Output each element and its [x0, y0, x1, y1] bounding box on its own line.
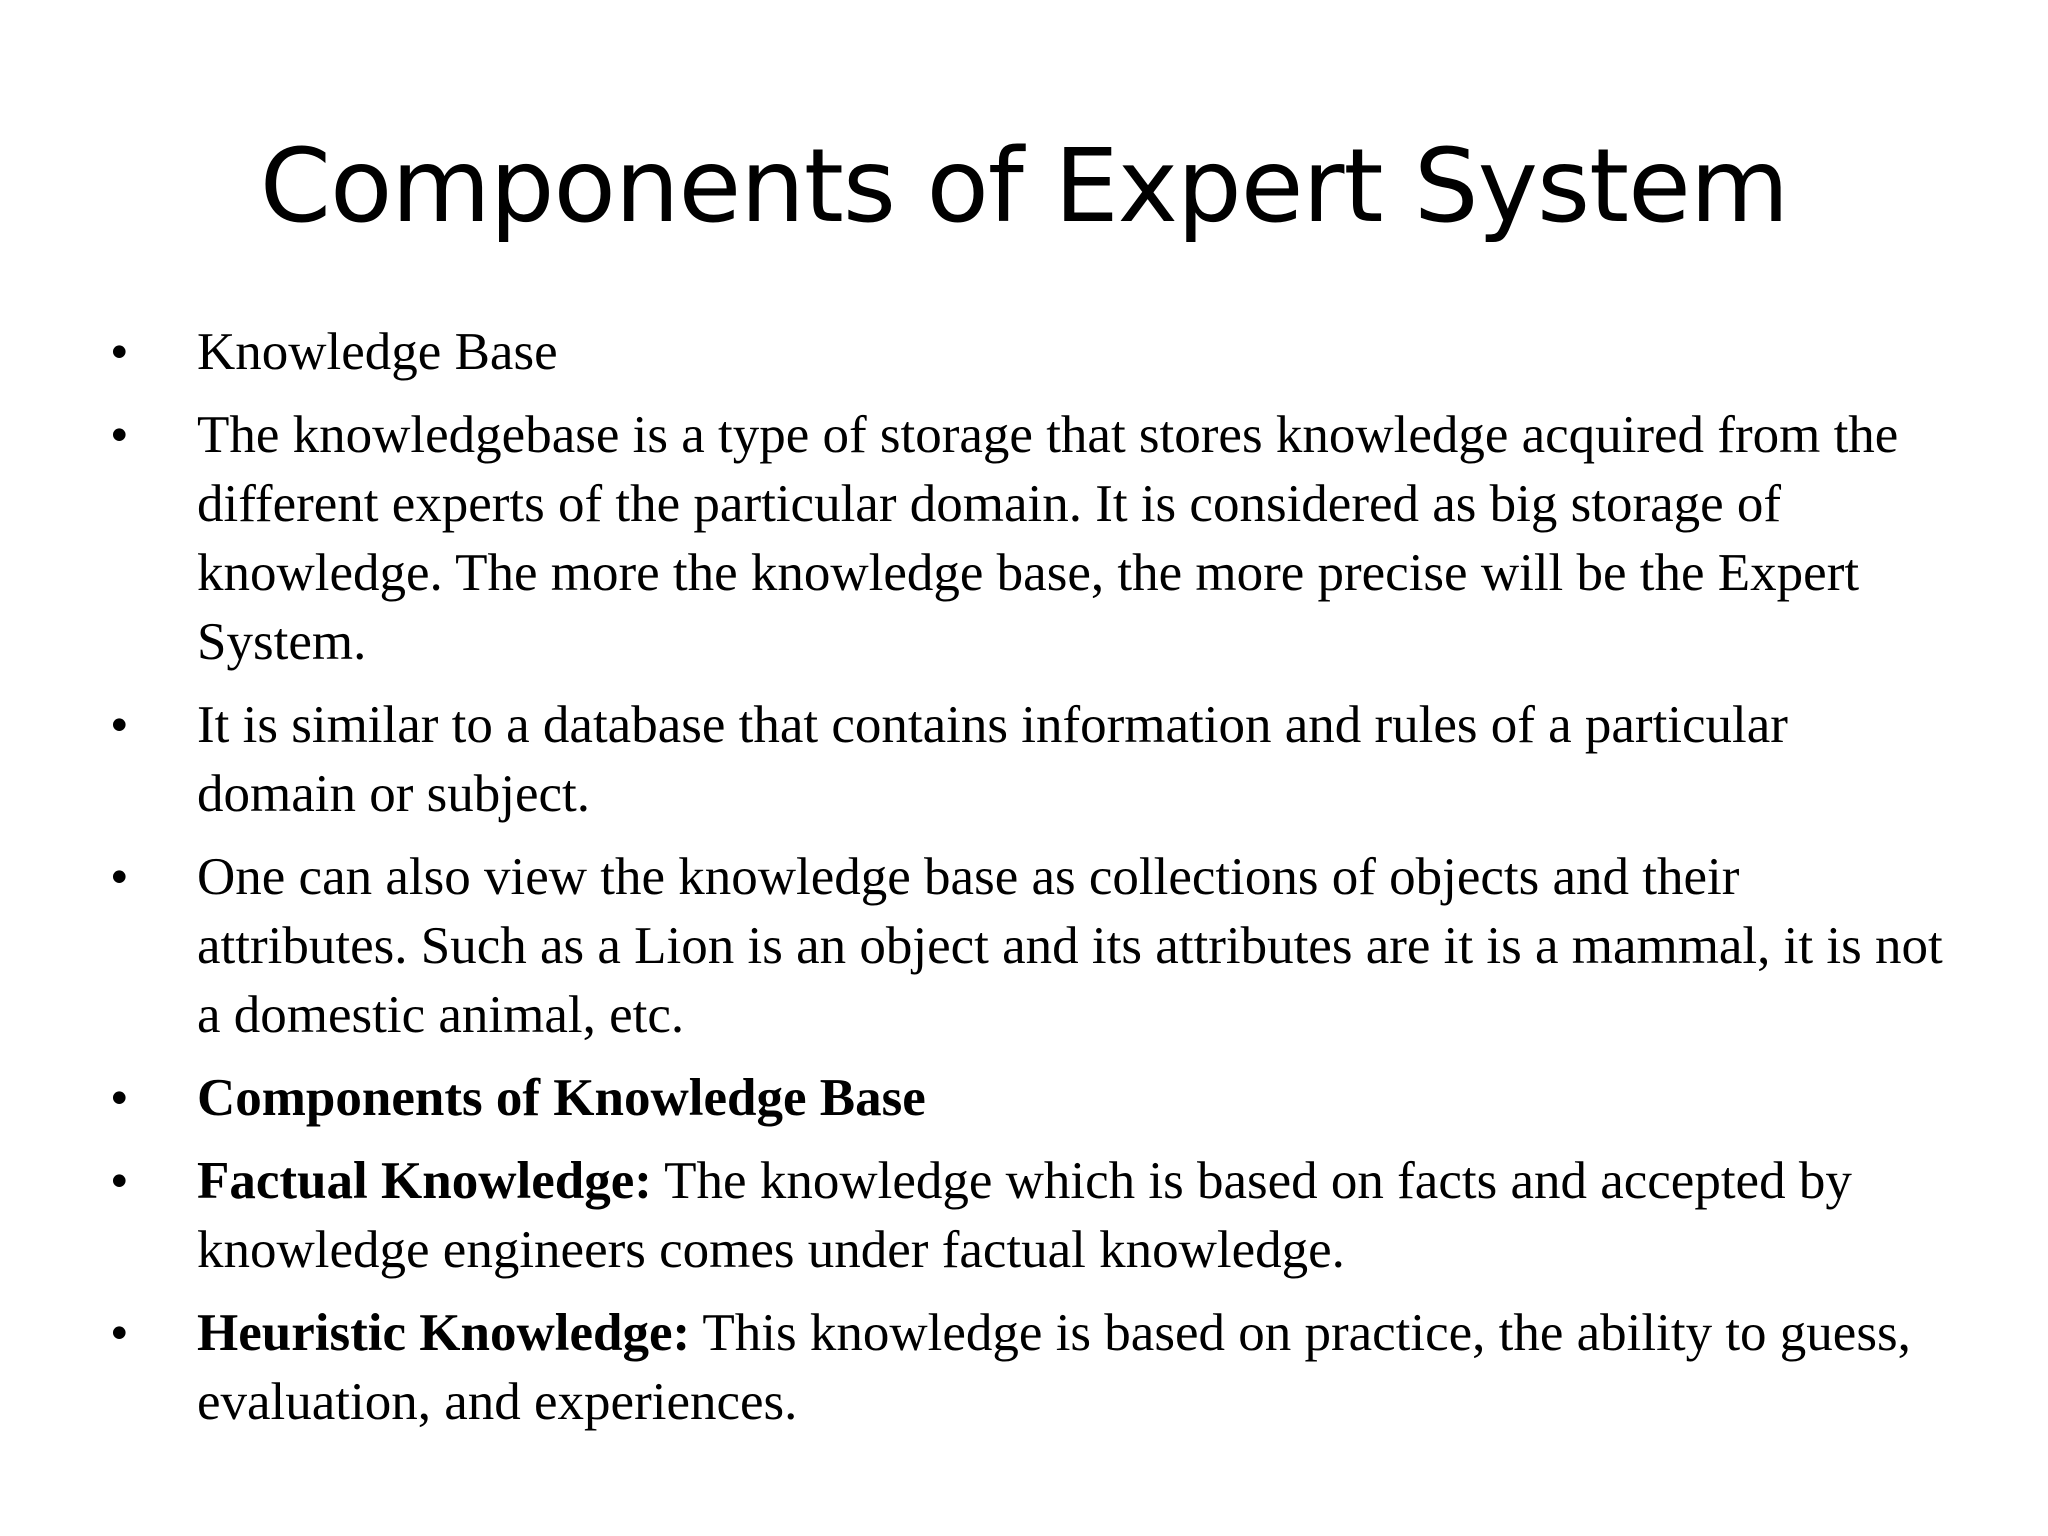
- bullet-item-components-heading: [110, 1064, 1950, 1133]
- bullet-item-database-similarity: [110, 691, 1950, 829]
- bullet-icon: •: [110, 696, 129, 754]
- bullet-icon: •: [110, 323, 129, 381]
- bullet-text: The knowledgebase is a type of storage that stores knowledge acquired from the different experts of the particular domain. It is considered as big storage of knowledge. The more the knowledge base, the more precise will be the Expert System.: [197, 406, 1899, 671]
- bullet-icon: •: [110, 406, 129, 464]
- bullet-item-heuristic-knowledge: [110, 1299, 1950, 1437]
- bullet-lead: Components of Knowledge Base: [197, 1069, 926, 1127]
- bullet-item-knowledge-base: [110, 318, 1950, 387]
- bullet-text: It is similar to a database that contains information and rules of a particular domain or subject.: [197, 696, 1788, 823]
- bullet-lead: Heuristic Knowledge:: [197, 1304, 691, 1362]
- bullet-icon: •: [110, 848, 129, 906]
- slide-title: Components of Expert System: [259, 127, 1789, 246]
- bullet-icon: •: [110, 1069, 129, 1127]
- bullet-text: Knowledge Base: [197, 323, 558, 381]
- bullet-text: This knowledge is based on practice, the ability to guess, evaluation, and experiences.: [197, 1304, 1911, 1431]
- bullet-item-knowledgebase-definition: [110, 401, 1950, 677]
- bullet-item-objects-attributes: [110, 843, 1950, 1050]
- bullet-list: [110, 318, 1950, 1451]
- bullet-icon: •: [110, 1152, 129, 1210]
- bullet-text: One can also view the knowledge base as collections of objects and their attributes. Such as a Lion is an object and its attributes are it is a mammal, it is not a domestic animal, etc.: [197, 848, 1943, 1044]
- bullet-text: The knowledge which is based on facts and accepted by knowledge engineers comes under factual knowledge.: [197, 1152, 1852, 1279]
- bullet-item-factual-knowledge: [110, 1147, 1950, 1285]
- bullet-lead: Factual Knowledge:: [197, 1152, 652, 1210]
- bullet-icon: •: [110, 1304, 129, 1362]
